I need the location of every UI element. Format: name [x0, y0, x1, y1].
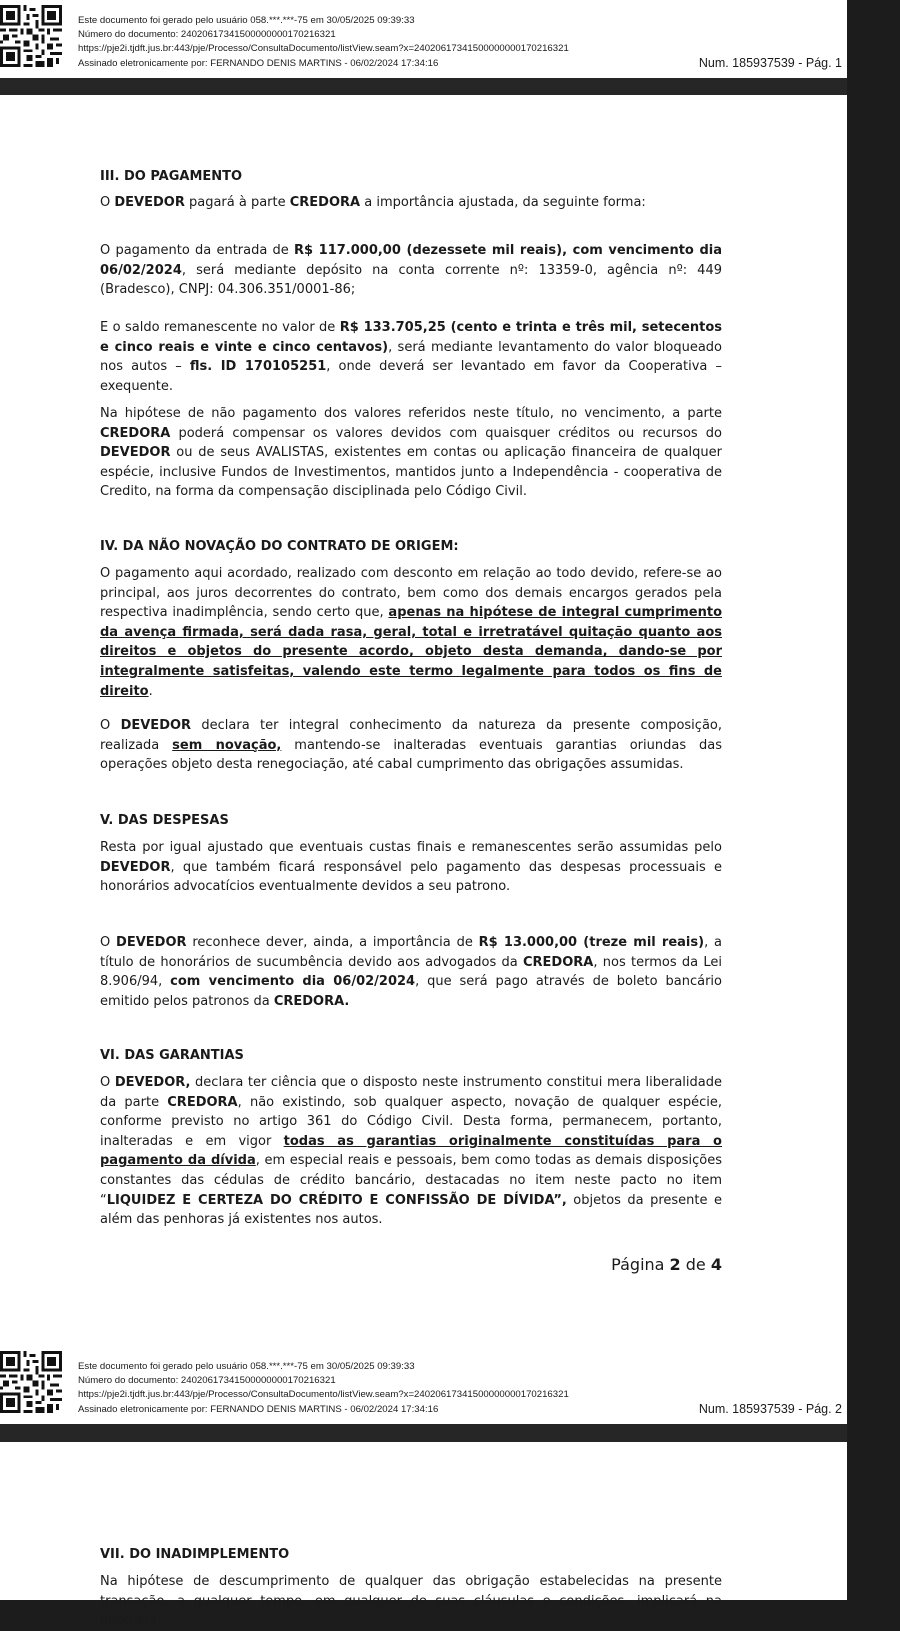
section-v-paragraph-2: O DEVEDOR reconhece dever, ainda, a importância de R$ 13.000,00 (treze mil reais), a título de honorários de sucumbência devido aos advogados da CREDORA, nos termos da Lei 8.906/94, com vencimento dia 06/02/2024, que será pago através de boleto bancário emitido pelos patronos da CREDORA.: [100, 935, 722, 1009]
section-vi-paragraph-1: O DEVEDOR, declara ter ciência que o disposto neste instrumento constitui mera liberalidade da parte CREDORA, não existindo, sob qualquer aspecto, novação de qualquer espécie, conforme previsto no artigo 361 do Código Civil. Desta forma, permanecem, portanto, inalteradas e em vigor todas as garantias originalmente constituídas para o pagamento da dívida, em especial reais e pessoais, bem como todas as demais disposições constantes das cédulas de crédito bancário, destacadas no item neste pacto no item “LIQUIDEZ E CERTEZA DO CRÉDITO E CONFISSÃO DE DÍVIDA”, objetos da presente e além das penhoras já existentes nos autos.: [100, 1075, 722, 1228]
signature-stamp-2: [0, 1346, 847, 1424]
stamp-document-number: Número do documento: 24020617341500000000170216321: [78, 29, 336, 41]
page-indicator: Página 2 de 4: [611, 1255, 722, 1274]
page-gap: [0, 1424, 847, 1442]
section-vii-title: VII. DO INADIMPLEMENTO: [100, 1547, 290, 1562]
section-iii-title: III. DO PAGAMENTO: [100, 169, 243, 184]
stamp-url: https://pje2i.tjdft.jus.br:443/pje/Processo/ConsultaDocumento/listView.seam?x=24020617341500000000170216321: [78, 1389, 569, 1401]
signature-stamp-1: [0, 0, 847, 78]
section-iii-paragraph-default: Na hipótese de não pagamento dos valores referidos neste título, no vencimento, a parte CREDORA poderá compensar os valores devidos com quaisquer créditos ou recursos do DEVEDOR ou de seus AVALISTAS, existentes em contas ou aplicação financeira de qualquer espécie, inclusive Fundos de Investimentos, mantidos junto a Independência - cooperativa de Credito, na forma da compensação disciplinada pelo Código Civil.: [100, 406, 722, 500]
page-gap: [0, 78, 847, 95]
section-v-paragraph-1: Resta por igual ajustado que eventuais custas finais e remanescentes serão assumidas pelo DEVEDOR, que também ficará responsável pelo pagamento das despesas processuais e honorários advocatícios eventualmente devidos a seu patrono.: [100, 840, 722, 895]
section-iii-paragraph-entry: O pagamento da entrada de R$ 117.000,00 (dezessete mil reais), com vencimento dia 06/02/2024, será mediante depósito na conta corrente nº: 13359-0, agência nº: 449 (Bradesco), CNPJ: 04.306.351/0001-86;: [100, 243, 722, 298]
stamp-document-number: Número do documento: 24020617341500000000170216321: [78, 1375, 336, 1387]
stamp-generated-line: Este documento foi gerado pelo usuário 058.***.***-75 em 30/05/2025 09:39:33: [78, 15, 415, 26]
stamp-page-number: Num. 185937539 - Pág. 1: [698, 56, 842, 70]
qr-code-icon: [0, 2, 62, 70]
section-iii-paragraph-balance: E o saldo remanescente no valor de R$ 133.705,25 (cento e trinta e três mil, setecentos e cinco reais e vinte e cinco centavos), será mediante levantamento do valor bloqueado nos autos – fls. ID 170105251, onde deverá ser levantado em favor da Cooperativa – exequente.: [100, 320, 723, 394]
stamp-signed-by: Assinado eletronicamente por: FERNANDO DENIS MARTINS - 06/02/2024 17:34:16: [78, 57, 439, 69]
document-page-3: [0, 1442, 847, 1629]
section-iii-intro: O DEVEDOR pagará à parte CREDORA a importância ajustada, da seguinte forma:: [100, 195, 646, 210]
section-iv-title: IV. DA NÃO NOVAÇÃO DO CONTRATO DE ORIGEM:: [100, 539, 459, 554]
section-iv-paragraph-2: O DEVEDOR declara ter integral conhecimento da natureza da presente composição, realizada sem novação, mantendo-se inalteradas eventuais garantias oriundas das operações objeto desta renegociação, até cabal cumprimento das obrigações assumidas.: [100, 718, 722, 773]
section-v-title: V. DAS DESPESAS: [100, 813, 229, 828]
stamp-generated-line: Este documento foi gerado pelo usuário 058.***.***-75 em 30/05/2025 09:39:33: [78, 1361, 415, 1372]
document-page-2: [0, 95, 847, 1407]
qr-code-icon: [0, 1348, 62, 1416]
stamp-url: https://pje2i.tjdft.jus.br:443/pje/Processo/ConsultaDocumento/listView.seam?x=24020617341500000000170216321: [78, 43, 569, 55]
section-vi-title: VI. DAS GARANTIAS: [100, 1048, 244, 1063]
stamp-signed-by: Assinado eletronicamente por: FERNANDO DENIS MARTINS - 06/02/2024 17:34:16: [78, 1403, 439, 1415]
stamp-page-number: Num. 185937539 - Pág. 2: [698, 1402, 842, 1416]
viewer-edge: [847, 0, 900, 1600]
section-vii-paragraph-1: Na hipótese de descumprimento de qualquer das obrigação estabelecidas na presente transação, a qualquer tempo, em qualquer de suas cláusulas e condições, implicará na imediata: [100, 1574, 722, 1629]
section-iv-paragraph-1: O pagamento aqui acordado, realizado com desconto em relação ao todo devido, refere-se ao principal, aos juros decorrentes do contrato, bem como dos demais encargos gerados pela respectiva inadimplência, sendo certo que, apenas na hipótese de integral cumprimento da avença firmada, será dada rasa, geral, total e irretratável quitação quanto aos direitos e objetos do presente acordo, objeto desta demanda, dando-se por integralmente satisfeitas, valendo este termo legalmente para todos os fins de direito.: [100, 566, 722, 699]
